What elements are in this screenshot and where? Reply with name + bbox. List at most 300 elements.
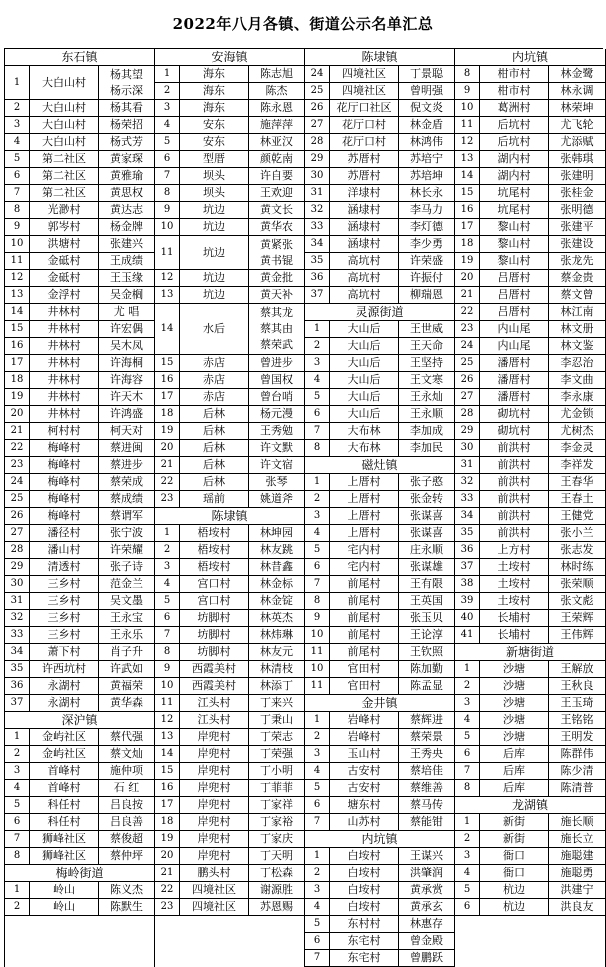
row-number: 3	[305, 882, 330, 898]
table-row	[455, 423, 605, 440]
section-header: 陈埭镇	[305, 49, 454, 66]
village-cell: 上厝村	[330, 491, 399, 507]
row-number: 22	[155, 882, 180, 898]
table-row	[5, 729, 154, 746]
name-cell: 杨式芳	[110, 135, 143, 148]
table-row	[155, 372, 304, 389]
table-row	[5, 406, 154, 423]
table-row	[305, 712, 454, 729]
village-cell: 大山后	[330, 372, 399, 388]
table-row	[155, 457, 304, 474]
name-cell: 蔡谓军	[110, 509, 143, 522]
name-cell: 王明发	[560, 730, 594, 743]
name-cell: 苏恩赐	[260, 900, 293, 913]
table-row	[155, 406, 304, 423]
name-cell: 丁秉山	[260, 713, 293, 726]
name-cell: 蔡代强	[110, 730, 143, 743]
table-row	[305, 729, 454, 746]
name-cell: 石 红	[113, 781, 140, 794]
name-cell: 王谋兴	[410, 849, 443, 862]
name-cell: 李永康	[560, 390, 594, 403]
table-row	[5, 287, 154, 304]
table-row	[155, 474, 304, 491]
village-cell: 杭边	[480, 899, 549, 915]
name-cell: 施聪建	[560, 849, 594, 862]
table-row	[455, 355, 605, 372]
table-block-1	[5, 49, 155, 967]
row-number: 11	[155, 236, 180, 269]
name-line: 黄书锟	[260, 253, 293, 267]
row-number: 5	[155, 134, 180, 150]
village-cell: 赤店	[180, 389, 249, 405]
row-number: 6	[155, 151, 180, 167]
row-number: 1	[305, 848, 330, 864]
row-number: 29	[305, 151, 330, 167]
table-row	[305, 542, 454, 559]
table-row	[305, 746, 454, 763]
name-cell: 尤树杰	[560, 424, 594, 437]
village-cell: 首峰村	[30, 780, 99, 796]
row-number: 3	[305, 508, 330, 524]
village-cell: 梅峰村	[30, 508, 99, 524]
table-row	[305, 593, 454, 610]
village-cell: 梅峰村	[30, 440, 99, 456]
name-cell: 黄福荣	[110, 679, 143, 692]
table-row	[5, 695, 154, 712]
table-row	[305, 236, 454, 253]
row-number: 27	[5, 525, 30, 541]
row-number: 5	[305, 916, 330, 932]
name-cell: 王玉琦	[560, 696, 594, 709]
village-cell: 四境社区	[180, 899, 249, 915]
row-number: 24	[455, 338, 480, 354]
table-row	[155, 746, 304, 763]
name-cell: 蔡成绩	[110, 492, 143, 505]
village-cell: 上厝村	[330, 474, 399, 490]
village-cell: 内山尾	[480, 338, 549, 354]
name-cell: 陈少清	[560, 764, 594, 777]
name-cell: 王永灿	[410, 390, 443, 403]
table-row	[455, 865, 605, 882]
table-row	[305, 253, 454, 270]
name-cell: 陈志旭	[260, 67, 293, 80]
village-cell: 前尾村	[330, 576, 399, 592]
row-number: 3	[455, 695, 480, 711]
row-number: 7	[305, 950, 330, 966]
row-number: 6	[305, 933, 330, 949]
table-row	[305, 321, 454, 338]
row-number: 35	[5, 661, 30, 677]
section-header: 深沪镇	[5, 712, 154, 729]
table-row	[455, 729, 605, 746]
village-cell: 西霞美村	[180, 678, 249, 694]
table-row	[155, 287, 304, 304]
name-cell: 张金转	[410, 492, 443, 505]
row-number: 14	[155, 746, 180, 762]
row-number: 4	[455, 865, 480, 881]
name-cell: 张龙先	[560, 254, 594, 267]
row-number: 15	[155, 763, 180, 779]
table-row	[155, 899, 304, 916]
name-cell: 尤飞轮	[560, 118, 594, 131]
section-header: 东石镇	[5, 49, 154, 66]
row-number: 18	[455, 236, 480, 252]
name-cell: 姚道斧	[260, 492, 293, 505]
village-cell: 狮峰社区	[30, 831, 99, 847]
name-cell: 丁荣志	[260, 730, 293, 743]
name-cell: 吕良按	[110, 798, 143, 811]
row-number: 10	[155, 678, 180, 694]
village-cell: 新街	[480, 814, 549, 830]
row-number: 36	[305, 270, 330, 286]
row-number: 2	[455, 831, 480, 847]
table-row	[5, 899, 154, 916]
table-row	[305, 440, 454, 457]
village-cell: 大白山村	[30, 117, 99, 133]
row-number: 8	[305, 593, 330, 609]
row-number: 9	[155, 202, 180, 218]
name-cell: 王永乐	[110, 628, 143, 641]
row-number: 5	[305, 389, 330, 405]
name-cell: 蔡进闽	[110, 441, 143, 454]
row-number: 10	[155, 219, 180, 235]
table-row	[305, 185, 454, 202]
name-cell: 林炜琳	[260, 628, 293, 641]
name-cell: 丁小明	[260, 764, 293, 777]
name-cell: 王天命	[410, 339, 443, 352]
village-cell: 四境社区	[180, 882, 249, 898]
village-cell: 岸兜村	[180, 848, 249, 864]
village-cell: 前洪村	[480, 457, 549, 473]
row-number: 10	[455, 100, 480, 116]
row-number: 20	[455, 270, 480, 286]
row-number: 11	[305, 644, 330, 660]
village-cell: 江头村	[180, 695, 249, 711]
row-number: 1	[155, 525, 180, 541]
row-number: 3	[455, 848, 480, 864]
name-cell: 黄雅瑜	[110, 169, 143, 182]
row-number: 6	[5, 814, 30, 830]
village-cell: 苏厝村	[330, 151, 399, 167]
row-number: 8	[155, 644, 180, 660]
name-cell: 倪文炎	[410, 101, 443, 114]
village-cell: 花厅口村	[330, 134, 399, 150]
name-cell: 林昔鑫	[260, 560, 293, 573]
table-row	[5, 746, 154, 763]
table-row	[5, 576, 154, 593]
row-number: 19	[455, 253, 480, 269]
row-number: 29	[455, 423, 480, 439]
table-row	[305, 66, 454, 83]
village-cell: 三乡村	[30, 593, 99, 609]
name-cell: 许宏偶	[110, 322, 143, 335]
table-row	[305, 678, 454, 695]
name-cell: 曾明强	[410, 84, 443, 97]
village-cell: 坑尾村	[480, 202, 549, 218]
village-cell: 梅峰村	[30, 457, 99, 473]
name-cell: 杨荣招	[110, 118, 143, 131]
row-number: 28	[305, 134, 330, 150]
row-number: 3	[305, 746, 330, 762]
row-number: 17	[5, 355, 30, 371]
village-cell: 岩峰村	[330, 729, 399, 745]
name-cell: 张明德	[560, 203, 594, 216]
village-cell: 永湖村	[30, 678, 99, 694]
table-row	[455, 253, 605, 270]
name-cell: 蔡进步	[110, 458, 143, 471]
table-row	[5, 882, 154, 899]
village-cell: 赤店	[180, 372, 249, 388]
village-cell: 井林村	[30, 304, 99, 320]
row-number: 7	[305, 423, 330, 439]
table-row	[5, 355, 154, 372]
table-row	[455, 661, 605, 678]
row-number: 9	[5, 219, 30, 235]
name-cell: 蔡马传	[410, 798, 443, 811]
village-cell: 井林村	[30, 406, 99, 422]
village-cell: 第二社区	[30, 168, 99, 184]
row-number: 4	[305, 763, 330, 779]
row-number: 4	[5, 134, 30, 150]
table-row	[5, 117, 154, 134]
name-cell: 王秀央	[410, 747, 443, 760]
table-row	[455, 202, 605, 219]
village-cell: 吕厝村	[480, 270, 549, 286]
name-cell: 王永顺	[410, 407, 443, 420]
row-number: 34	[5, 644, 30, 660]
village-cell: 沙塘	[480, 661, 549, 677]
village-cell: 井林村	[30, 372, 99, 388]
table-row	[5, 321, 154, 338]
name-cell: 王钦照	[410, 645, 443, 658]
village-cell: 坑边	[180, 202, 249, 218]
village-cell: 新街	[480, 831, 549, 847]
name-cell: 吴木凤	[110, 339, 143, 352]
row-number: 22	[455, 304, 480, 320]
village-cell: 岭山	[30, 882, 99, 898]
village-cell: 后坑村	[480, 134, 549, 150]
row-number: 20	[5, 406, 30, 422]
table-row	[305, 576, 454, 593]
village-cell: 萧下村	[30, 644, 99, 660]
table-row	[155, 729, 304, 746]
name-cell: 陈默生	[110, 900, 143, 913]
table-row	[305, 219, 454, 236]
row-number: 27	[455, 389, 480, 405]
name-cell: 许鸿盛	[110, 407, 143, 420]
village-cell: 岭山	[30, 899, 99, 915]
village-cell: 坑边	[180, 287, 249, 303]
row-number: 24	[305, 66, 330, 82]
village-cell: 柑市村	[480, 66, 549, 82]
row-number: 2	[5, 100, 30, 116]
name-cell: 黄华农	[260, 220, 293, 233]
village-cell: 花厅口村	[330, 117, 399, 133]
row-number: 11	[305, 678, 330, 694]
name-cell: 张建平	[560, 220, 594, 233]
table-row	[155, 168, 304, 185]
village-cell: 大山后	[330, 338, 399, 354]
row-number: 16	[455, 202, 480, 218]
table-row	[155, 627, 304, 644]
table-row	[305, 950, 454, 967]
name-cell: 蔡维善	[410, 781, 443, 794]
table-row	[305, 644, 454, 661]
village-cell: 金浮村	[30, 287, 99, 303]
table-row	[305, 882, 454, 899]
table-row	[5, 814, 154, 831]
section-header: 陈埭镇	[155, 508, 304, 525]
village-cell: 岸兜村	[180, 729, 249, 745]
name-cell: 柳瑞恩	[410, 288, 443, 301]
table-row	[455, 678, 605, 695]
name-cell: 张志发	[560, 543, 594, 556]
village-cell: 科任村	[30, 814, 99, 830]
village-cell: 杭边	[480, 882, 549, 898]
row-number: 31	[305, 185, 330, 201]
table-row	[155, 712, 304, 729]
name-cell	[249, 236, 304, 269]
name-cell: 林文鉴	[560, 339, 594, 352]
name-cell: 王健党	[560, 509, 594, 522]
table-row	[455, 457, 605, 474]
row-number: 6	[155, 610, 180, 626]
name-cell: 林时练	[560, 560, 594, 573]
village-cell: 黎山村	[480, 219, 549, 235]
name-cell: 张文彪	[560, 594, 594, 607]
name-cell: 林鸿伟	[410, 135, 443, 148]
village-cell: 潘厝村	[480, 389, 549, 405]
name-cell: 吕良善	[110, 815, 143, 828]
village-cell: 永湖村	[30, 695, 99, 711]
village-cell: 葛洲村	[480, 100, 549, 116]
village-cell: 官田村	[330, 678, 399, 694]
village-cell: 金屿社区	[30, 746, 99, 762]
row-number: 28	[455, 406, 480, 422]
name-cell: 李文曲	[560, 373, 594, 386]
village-cell: 井林村	[30, 321, 99, 337]
table-row	[155, 423, 304, 440]
name-cell: 许文宿	[260, 458, 293, 471]
name-cell: 曾台哨	[260, 390, 293, 403]
village-cell: 坝头	[180, 168, 249, 184]
table-row	[155, 236, 304, 270]
row-number: 5	[5, 151, 30, 167]
row-number: 9	[455, 83, 480, 99]
village-cell: 第二社区	[30, 151, 99, 167]
table-row	[5, 627, 154, 644]
village-cell: 前洪村	[480, 508, 549, 524]
row-number: 14	[155, 304, 180, 354]
row-number: 4	[305, 899, 330, 915]
row-number: 17	[155, 797, 180, 813]
row-number: 3	[155, 100, 180, 116]
name-cell: 杨其看	[110, 101, 143, 114]
name-cell: 林友跳	[260, 543, 293, 556]
row-number: 22	[5, 440, 30, 456]
table-row	[5, 134, 154, 151]
village-cell: 宅内村	[330, 559, 399, 575]
row-number: 23	[155, 899, 180, 915]
name-cell: 王玉缘	[110, 271, 143, 284]
table-row	[5, 525, 154, 542]
row-number: 7	[155, 627, 180, 643]
name-cell: 林添丁	[260, 679, 293, 692]
table-row	[305, 780, 454, 797]
name-cell: 曾鹏跃	[410, 951, 443, 964]
name-cell: 王秀勉	[260, 424, 293, 437]
village-cell: 水后	[180, 304, 249, 354]
village-cell: 土垵村	[480, 559, 549, 575]
name-cell: 颜乾南	[260, 152, 293, 165]
name-cell: 许荣耀	[110, 543, 143, 556]
row-number: 39	[455, 593, 480, 609]
village-cell: 白垵村	[330, 848, 399, 864]
name-cell: 王坚持	[410, 356, 443, 369]
row-number: 8	[455, 780, 480, 796]
village-cell: 梅峰村	[30, 491, 99, 507]
table-row	[455, 372, 605, 389]
village-cell: 后库	[480, 746, 549, 762]
name-line: 蔡其由	[260, 322, 293, 335]
name-cell: 李马力	[410, 203, 443, 216]
table-row	[155, 117, 304, 134]
village-cell: 坊脚村	[180, 644, 249, 660]
table-row	[455, 270, 605, 287]
name-cell: 黄文长	[260, 203, 293, 216]
village-cell: 白垵村	[330, 865, 399, 881]
name-cell	[249, 304, 304, 354]
village-cell: 后林	[180, 440, 249, 456]
name-cell: 丁家庆	[260, 832, 293, 845]
name-cell: 王铭铭	[560, 713, 594, 726]
row-number: 17	[455, 219, 480, 235]
table-row	[455, 746, 605, 763]
table-row	[5, 202, 154, 219]
row-number: 25	[305, 83, 330, 99]
row-number: 2	[5, 899, 30, 915]
village-cell: 古安村	[330, 763, 399, 779]
section-header: 灵源街道	[305, 304, 454, 321]
name-cell: 王永宝	[110, 611, 143, 624]
village-cell: 洪塘村	[30, 236, 99, 252]
village-cell: 高坑村	[330, 253, 399, 269]
village-cell: 东村村	[330, 916, 399, 932]
row-number: 2	[455, 678, 480, 694]
row-number: 2	[5, 746, 30, 762]
village-cell: 宫口村	[180, 593, 249, 609]
name-cell: 张桂金	[560, 186, 594, 199]
table-row	[305, 763, 454, 780]
table-row	[5, 610, 154, 627]
row-number: 7	[5, 185, 30, 201]
table-row	[155, 83, 304, 100]
table-row	[155, 355, 304, 372]
table-row	[155, 831, 304, 848]
name-cell: 洪建宁	[560, 883, 594, 896]
table-row	[455, 814, 605, 831]
row-number: 34	[455, 508, 480, 524]
village-cell: 大山后	[330, 321, 399, 337]
table-row	[5, 491, 154, 508]
row-number: 21	[155, 457, 180, 473]
table-row	[155, 440, 304, 457]
row-number: 29	[5, 559, 30, 575]
row-number: 20	[155, 440, 180, 456]
section-header: 内坑镇	[305, 831, 454, 848]
table-row	[5, 440, 154, 457]
name-cell: 黄达志	[110, 203, 143, 216]
